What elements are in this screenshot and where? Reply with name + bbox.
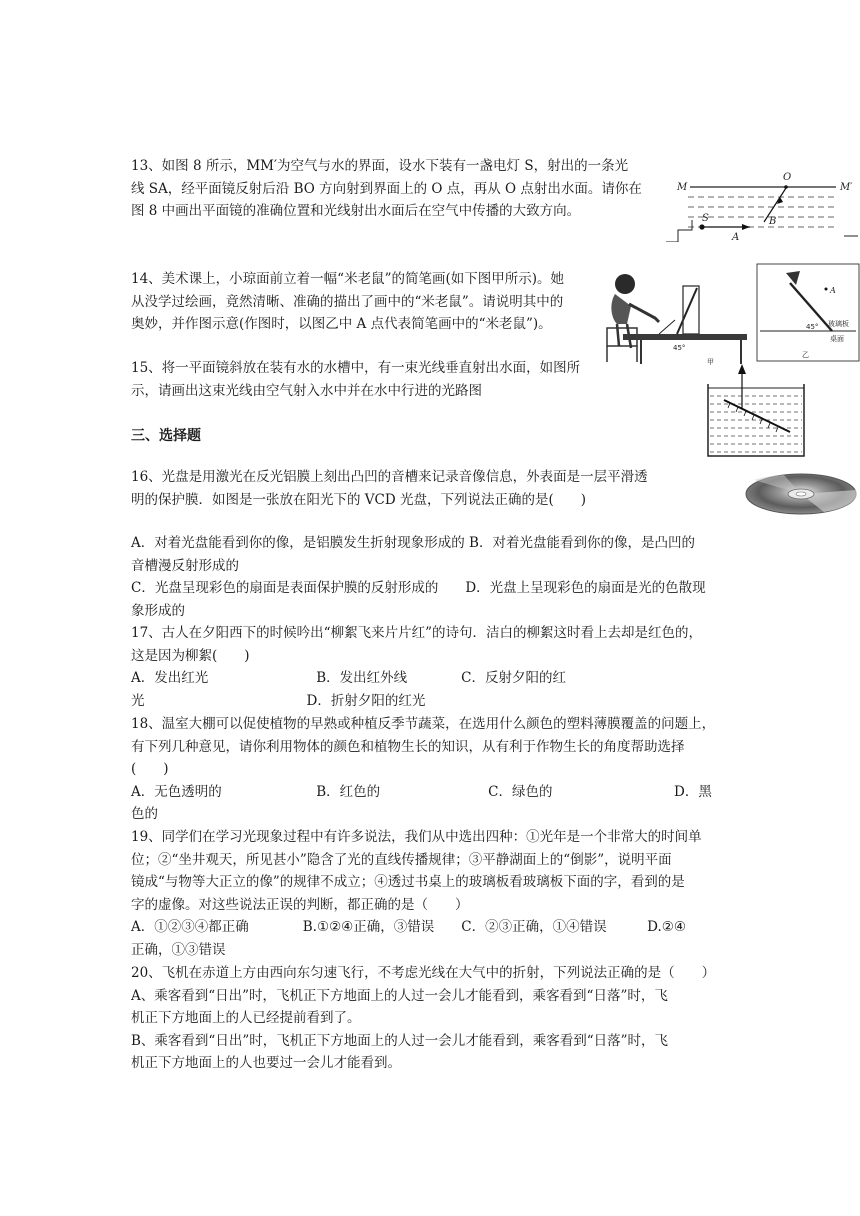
q17-line: 17、古人在夕阳西下的时候吟出“柳絮飞来片片红”的诗句．洁白的柳絮这时看上去却是红色的， [131, 625, 702, 641]
option-line: 光 D．折射夕阳的红光 [131, 692, 426, 709]
option-line: 象形成的 [131, 602, 185, 619]
option-line: 机正下方地面上的人已经提前看到了。 [131, 1010, 361, 1027]
q15-line: 示，请画出这束光线由空气射入水中并在水中行进的光路图 [131, 382, 482, 399]
yi-table-label: 桌面 [830, 335, 844, 343]
option-line: 机正下方地面上的人也要过一会儿才能看到。 [131, 1055, 401, 1072]
q19-line: 镜成“与物等大正立的像”的规律不成立；④透过书桌上的玻璃板看玻璃板下面的字，看到的是 [131, 874, 685, 891]
question-17 [131, 622, 702, 712]
option-line: 正确，①③错误 [131, 941, 226, 958]
label-o: O [783, 172, 792, 183]
q13-line: 图 8 中画出平面镜的准确位置和光线射出水面后在空气中传播的大致方向。 [131, 203, 581, 220]
q16-line: 16、光盘是用激光在反光铝膜上刻出凸凹的音槽来记录音像信息，外表面是一层平滑透 [131, 469, 648, 485]
label-s: S [702, 213, 709, 224]
q14-line: 奥妙，并作图示意(作图时，以图乙中 A 点代表简笔画中的“米老鼠”)。 [131, 316, 552, 333]
q19-line: 19、同学们在学习光现象过程中有许多说法，我们从中选出四种：①光年是一个非常大的时间单 [131, 829, 702, 845]
yi-point-a: A [830, 286, 836, 295]
jia-angle-label: 45° [673, 344, 686, 352]
figure-water-tank [704, 362, 808, 458]
option-line: A．无色透明的 B．红色的 C．绿色的 D．黑 [131, 783, 712, 800]
label-b: B [769, 216, 777, 227]
label-m: M [677, 182, 688, 193]
q19-line: 位；②“坐井观天，所见甚小”隐含了光的直线传播规律；③平静湖面上的“倒影”，说明平面 [131, 851, 672, 868]
option-line: A、乘客看到“日出”时，飞机正下方地面上的人过一会儿才能看到，乘客看到“日落”时，飞 [131, 987, 668, 1004]
section-heading-choice: 三、选择题 [131, 428, 201, 444]
q13-line: 线 SA，经平面镜反射后沿 BO 方向射到界面上的 O 点，再从 O 点射出水面。请你在 [131, 180, 642, 197]
question-16 [131, 466, 648, 511]
option-line: 音槽漫反射形成的 [131, 557, 239, 574]
option-line: A．①②③④都正确 B.①②④正确，③错误 C．②③正确，①④错误 D.②④ [131, 919, 686, 936]
q18-line: 有下列几种意见，请你利用物体的颜色和植物生长的知识，从有利于作物生长的角度帮助选择 [131, 738, 685, 755]
question-16-options [131, 532, 706, 622]
q15-line: 15、将一平面镜斜放在装有水的水槽中，有一束光线垂直射出水面，如图所 [131, 360, 581, 376]
label-m-prime: M′ [840, 182, 853, 193]
label-a: A [732, 232, 740, 242]
q18-line: ( ) [131, 761, 169, 778]
q17-line: 这是因为柳絮( ) [131, 647, 250, 664]
option-line: A．发出红光 B．发出红外线 C．反射夕阳的红 [131, 670, 566, 687]
figure-yi-glass-plate [756, 263, 860, 363]
question-13 [131, 155, 642, 223]
option-line: B、乘客看到“日出”时，飞机正下方地面上的人过一会儿才能看到，乘客看到“日落”时，飞 [131, 1032, 669, 1049]
yi-glass-label: 玻璃板 [828, 320, 849, 328]
yi-angle-label: 45° [806, 323, 819, 331]
question-15 [131, 357, 580, 402]
question-14 [131, 268, 564, 336]
option-line: A．对着光盘能看到你的像，是铝膜发生折射现象形成的 B．对着光盘能看到你的像，是凸凹的 [131, 535, 695, 551]
jia-caption: 甲 [707, 358, 714, 366]
figure-jia-girl-drawing [601, 268, 749, 366]
question-18 [131, 713, 715, 826]
q19-line: 字的虚像。对这些说法正误的判断，都正确的是（ ） [131, 896, 469, 913]
option-line: C．光盘呈现彩色的扇面是表面保护膜的反射形成的 D．光盘上呈现彩色的扇面是光的色散现 [131, 580, 706, 597]
yi-caption: 乙 [802, 351, 809, 359]
q13-line: 13、如图 8 所示，MM′为空气与水的界面，设水下装有一盏电灯 S，射出的一条光 [131, 158, 629, 174]
figure-vcd-disc [744, 470, 858, 516]
q14-line: 从没学过绘画，竟然清晰、准确的描出了画中的“米老鼠”。请说明其中的 [131, 293, 564, 310]
question-20 [131, 962, 715, 1075]
figure-8-water-interface [666, 160, 858, 242]
q20-line: 20、飞机在赤道上方由西向东匀速飞行，不考虑光线在大气中的折射，下列说法正确的是（ ） [131, 965, 716, 981]
q14-line: 14、美术课上，小琼面前立着一幅“米老鼠”的简笔画(如下图甲所示)。她 [131, 271, 565, 287]
q18-line: 18、温室大棚可以促使植物的早熟或种植反季节蔬菜，在选用什么颜色的塑料薄膜覆盖的问题上， [131, 716, 716, 732]
question-19 [131, 826, 702, 962]
option-line: 色的 [131, 806, 158, 823]
q16-line: 明的保护膜．如图是一张放在阳光下的 VCD 光盘，下列说法正确的是( ) [131, 491, 587, 508]
